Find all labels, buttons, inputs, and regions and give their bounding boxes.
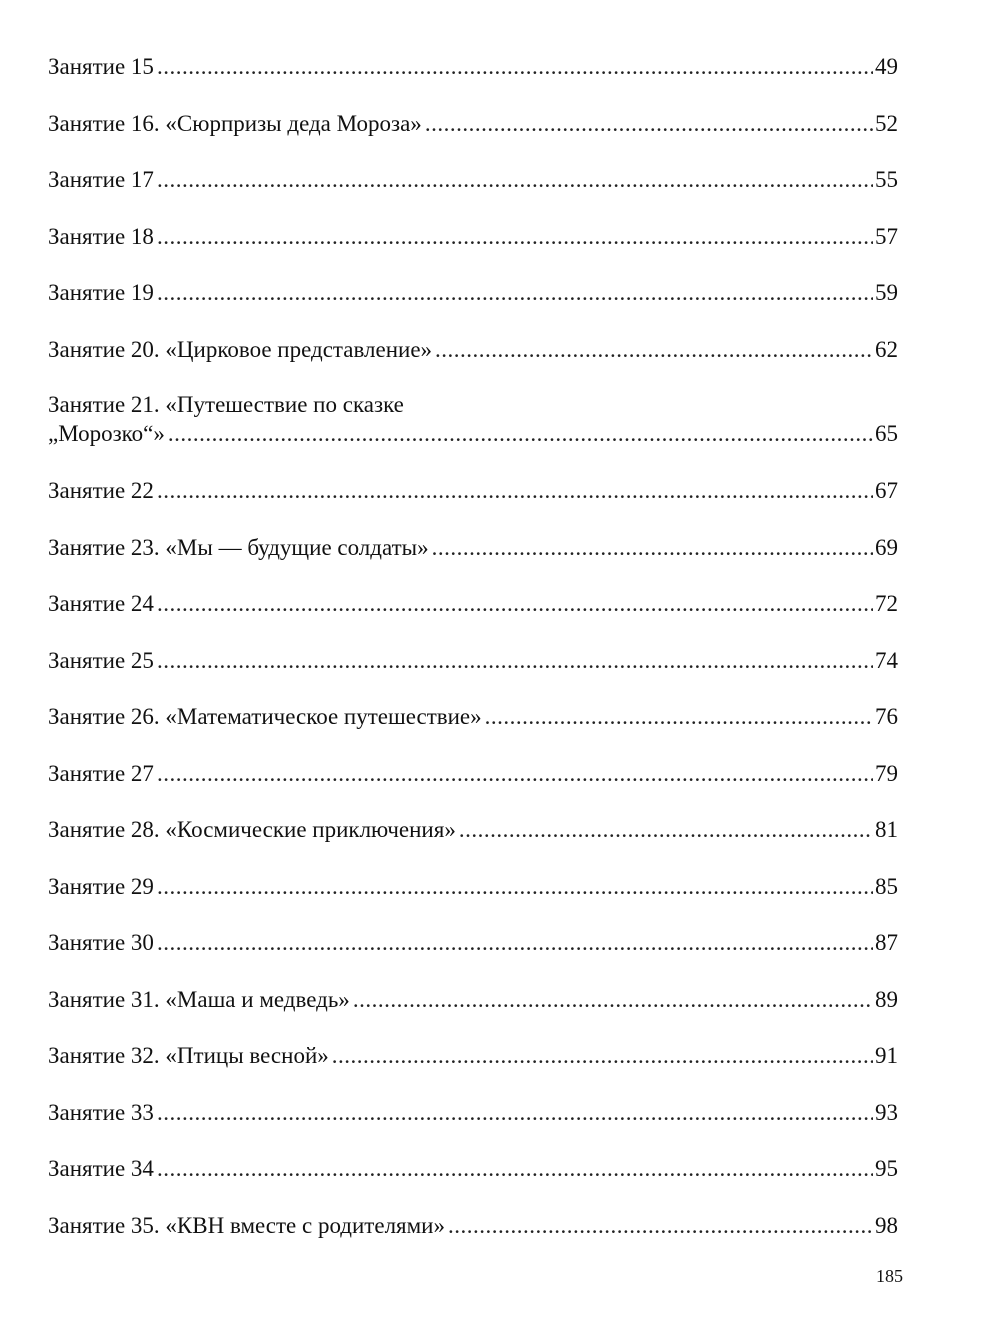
toc-entry-page: 65 [875, 421, 898, 446]
toc-entry-title: Занятие 33 [48, 1099, 154, 1125]
dot-leader [157, 646, 873, 676]
toc-entry-35[interactable] [48, 1211, 898, 1268]
toc-entry-title: Занятие 26. «Математическое путешествие» [48, 704, 482, 729]
dot-leader [157, 759, 873, 789]
dot-leader [157, 165, 873, 195]
toc-entry-title: Занятие 20. «Цирковое представление» [48, 336, 433, 362]
toc-entry-title: Занятие 30 [48, 930, 154, 955]
toc-entry-page: 62 [875, 336, 898, 362]
toc-entry-26[interactable] [48, 702, 898, 759]
toc-entry-23[interactable] [48, 533, 898, 590]
dot-leader [157, 1154, 873, 1184]
toc-entry-25[interactable] [48, 646, 898, 703]
toc-entry-title: Занятие 35. «КВН вместе с родителями» [48, 1212, 445, 1238]
toc-entry-title: „Морозко“» [48, 421, 165, 446]
toc-entry-29[interactable] [48, 872, 898, 929]
dot-leader [157, 589, 873, 619]
toc-entry-title: Занятие 29 [48, 873, 154, 899]
toc-entry-title: Занятие 23. «Мы — будущие солдаты» [48, 534, 429, 560]
toc-entry-page: 89 [875, 986, 898, 1012]
dot-leader [157, 476, 873, 506]
toc-entry-page: 95 [875, 1156, 898, 1181]
toc-entry-24[interactable] [48, 589, 898, 646]
toc-entry-page: 72 [875, 591, 898, 616]
toc-entry-page: 81 [875, 817, 898, 842]
toc-entry-page: 98 [875, 1212, 898, 1238]
dot-leader [157, 928, 873, 958]
dot-leader [157, 52, 873, 82]
dot-leader [432, 533, 873, 563]
toc-entry-page: 67 [875, 478, 898, 503]
toc-entry-title: Занятие 22 [48, 478, 154, 503]
dot-leader [353, 985, 873, 1015]
toc-entry-page: 49 [875, 54, 898, 79]
toc-entry-title: Занятие 16. «Сюрпризы деда Мороза» [48, 110, 422, 136]
dot-leader [425, 109, 873, 139]
toc-entry-page: 59 [875, 280, 898, 305]
toc-entry-32[interactable] [48, 1041, 898, 1098]
dot-leader [157, 1098, 873, 1128]
dot-leader [157, 278, 873, 308]
toc-entry-page: 52 [875, 110, 898, 136]
toc-entry-18[interactable] [48, 222, 898, 279]
toc-entry-20[interactable] [48, 335, 898, 392]
toc-entry-title: Занятие 15 [48, 54, 154, 79]
toc-entry-title-line1: Занятие 21. «Путешествие по сказке [48, 392, 404, 417]
toc-entry-17[interactable] [48, 165, 898, 222]
toc-entry-title: Занятие 19 [48, 280, 154, 305]
page-number: 185 [876, 1266, 903, 1286]
dot-leader [332, 1041, 873, 1071]
table-of-contents [48, 52, 898, 1267]
toc-entry-33[interactable] [48, 1098, 898, 1155]
toc-entry-title: Занятие 25 [48, 647, 154, 673]
toc-entry-page: 69 [875, 534, 898, 560]
toc-entry-title: Занятие 34 [48, 1156, 154, 1181]
toc-entry-title: Занятие 28. «Космические приключения» [48, 817, 456, 842]
dot-leader [485, 702, 873, 732]
dot-leader [459, 815, 873, 845]
dot-leader [168, 419, 873, 449]
toc-entry-30[interactable] [48, 928, 898, 985]
toc-entry-title: Занятие 27 [48, 760, 154, 786]
toc-entry-title: Занятие 24 [48, 591, 154, 616]
toc-entry-16[interactable] [48, 109, 898, 166]
toc-entry-page: 76 [875, 704, 898, 729]
dot-leader [157, 222, 873, 252]
toc-entry-title: Занятие 17 [48, 167, 154, 192]
toc-entry-27[interactable] [48, 759, 898, 816]
toc-entry-title: Занятие 32. «Птицы весной» [48, 1043, 329, 1068]
toc-entry-15[interactable] [48, 52, 898, 109]
toc-entry-page: 57 [875, 223, 898, 249]
toc-entry-19[interactable] [48, 278, 898, 335]
toc-entry-21[interactable] [48, 391, 898, 476]
toc-entry-page: 79 [875, 760, 898, 786]
toc-entry-28[interactable] [48, 815, 898, 872]
toc-entry-page: 93 [875, 1099, 898, 1125]
toc-entry-page: 91 [875, 1043, 898, 1068]
dot-leader [157, 872, 873, 902]
toc-entry-title: Занятие 18 [48, 223, 154, 249]
toc-entry-page: 85 [875, 873, 898, 899]
dot-leader [435, 335, 873, 365]
toc-entry-page: 55 [875, 167, 898, 192]
toc-entry-page: 74 [875, 647, 898, 673]
toc-entry-22[interactable] [48, 476, 898, 533]
toc-entry-page: 87 [875, 930, 898, 955]
dot-leader [448, 1211, 873, 1241]
toc-entry-31[interactable] [48, 985, 898, 1042]
toc-entry-title: Занятие 31. «Маша и медведь» [48, 986, 350, 1012]
toc-entry-34[interactable] [48, 1154, 898, 1211]
